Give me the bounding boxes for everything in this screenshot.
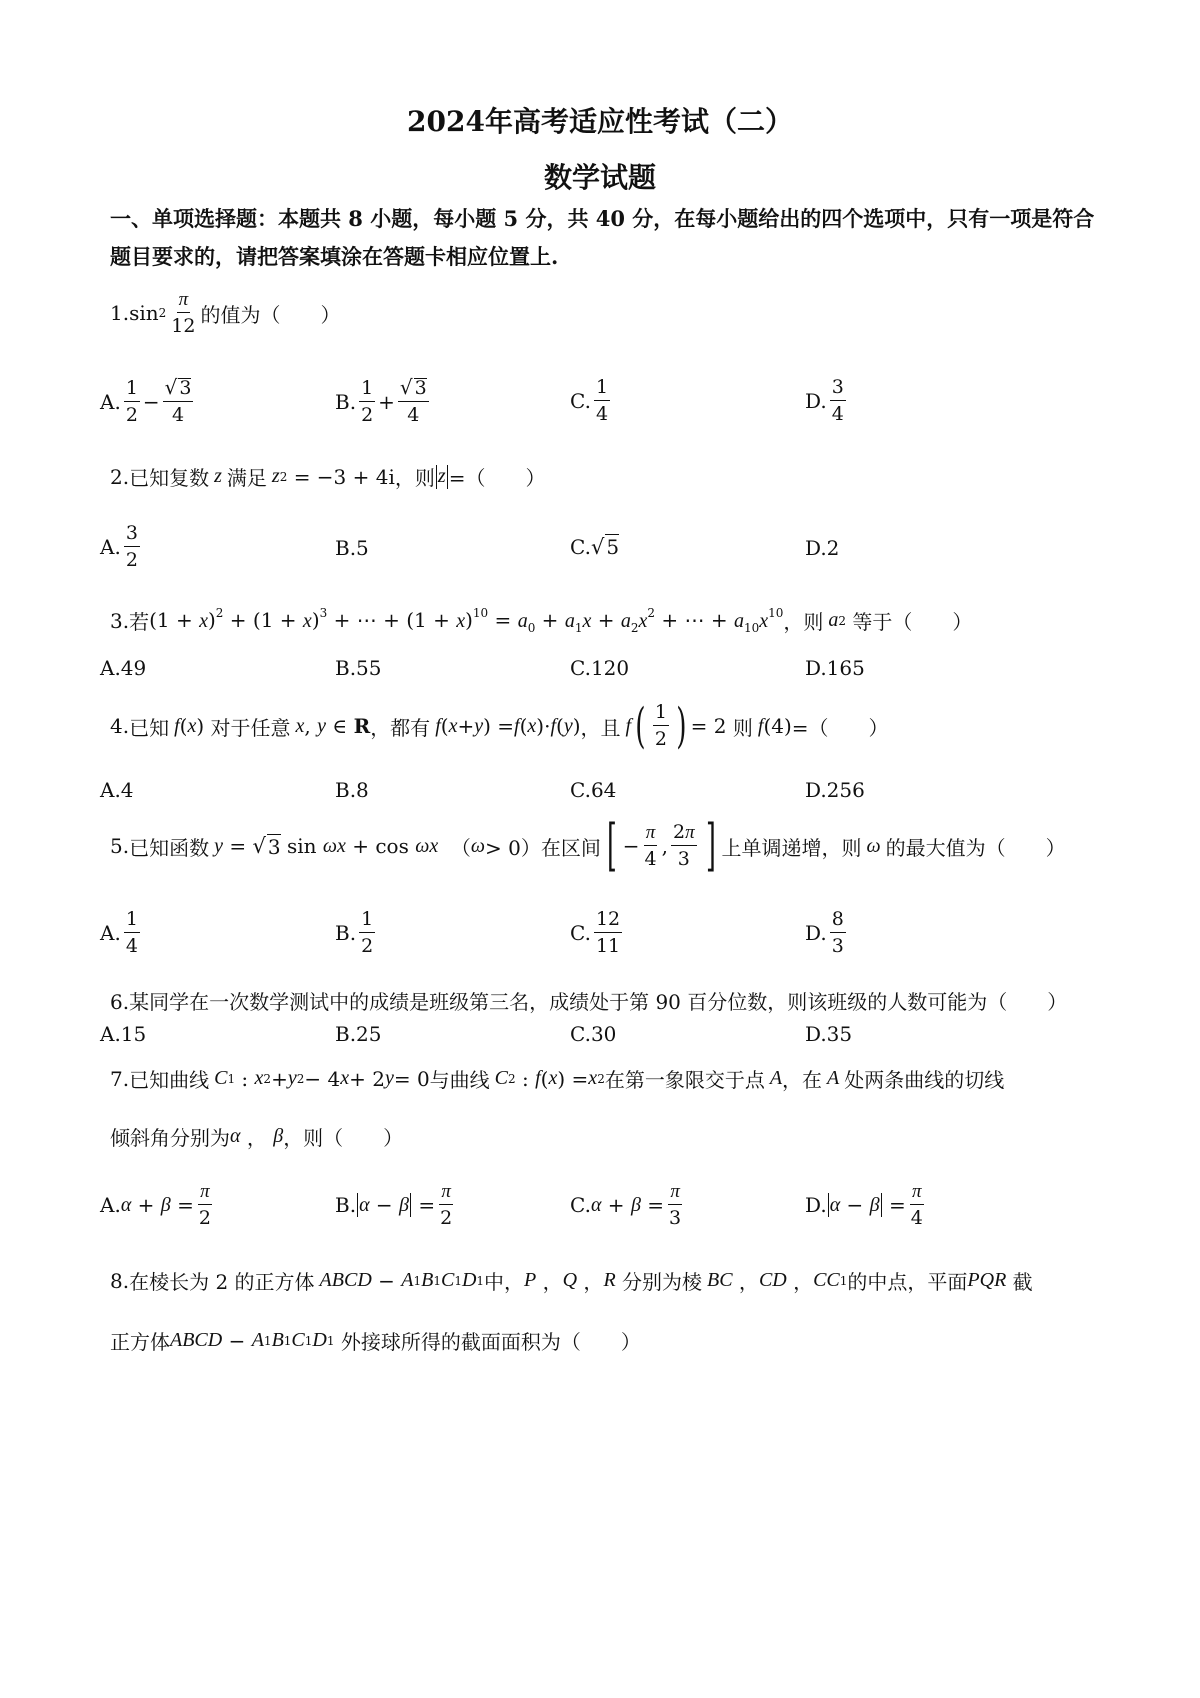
q6-option-c[interactable]: C.30 <box>570 1022 617 1046</box>
question-2: 2. 已知复数 z 满足 z 2 = −3 + 4i ，则 z =（ ） <box>110 464 546 490</box>
q1-option-b[interactable]: B. $\frac{1}{2}$ + $\frac{√ 3}{4}$ <box>335 375 427 426</box>
question-8-line-2: 正方体 ABCD − A 1 B 1 C 1 D 1 外接球所得的截面面积为（ ） <box>110 1328 641 1354</box>
q1-option-d[interactable]: D. $\frac{3}{4}$ <box>805 376 844 425</box>
q5-option-a[interactable]: A. $\frac{1}{4}$ <box>100 908 138 957</box>
q4-option-a[interactable]: A.4 <box>100 778 134 802</box>
q7-option-b[interactable]: B. α − β = $\frac{\pi}{2}$ <box>335 1181 453 1229</box>
question-5: 5. 已知函数 y = √ 3 sin ωx + cos ωx （ ω > 0） 在区间 [ − $\frac{\pi}{4}$ , $\frac{2\pi}{3}$ ] 上单调递增，则 ω 的最大值为（ ） <box>110 813 1066 878</box>
q4-option-c[interactable]: C.64 <box>570 778 617 802</box>
q2-option-d[interactable]: D.2 <box>805 536 840 560</box>
q2-option-c[interactable]: C. √ 5 <box>570 534 620 559</box>
q6-option-a[interactable]: A.15 <box>100 1022 147 1046</box>
q5-option-c[interactable]: C. $\frac{12}{11}$ <box>570 908 621 957</box>
q1-stem: 的值为（ ） <box>200 302 341 327</box>
q5-option-d[interactable]: D. $\frac{8}{3}$ <box>805 908 844 957</box>
q5-option-b[interactable]: B. $\frac{1}{2}$ <box>335 908 374 957</box>
q3-option-b[interactable]: B.55 <box>335 656 382 680</box>
question-6: 6.某同学在一次数学测试中的成绩是班级第三名，成绩处于第 90 百分位数，则该班级的人数可能为（ ） <box>110 990 1068 1014</box>
question-7: 7. 已知曲线 C 1 : x 2 + y 2 − 4 x + 2 y = 0 与曲线 C 2 : f ( x ) = x 2 在第一象限交于点 A ，在 A 处两条曲线的切线 <box>110 1066 1005 1092</box>
q1-option-c[interactable]: C. $\frac{1}{4}$ <box>570 376 609 425</box>
q3-option-a[interactable]: A.49 <box>100 656 147 680</box>
q6-option-d[interactable]: D.35 <box>805 1022 853 1046</box>
q3-option-c[interactable]: C.120 <box>570 656 630 680</box>
question-8: 8. 在棱长为 2 的正方体 ABCD − A 1 B 1 C 1 D 1 中， P ， Q ， R 分别为棱 BC ， CD ， CC 1 的中点，平面 PQR 截 <box>110 1268 1033 1294</box>
question-3: 3. 若 $(1 + x)^2 + (1 + x)^3$ + ⋯ + $(1 + x)^{10} = a_0 + a_1x + a_2x^2$ + ⋯ + $a_{10}x^{10}$ ，则 a 2 等于（ ） <box>110 606 973 635</box>
q2-option-a[interactable]: A. $\frac{3}{2}$ <box>100 522 138 571</box>
q4-option-d[interactable]: D.256 <box>805 778 865 802</box>
q7-option-a[interactable]: A. α + β = $\frac{\pi}{2}$ <box>100 1181 211 1229</box>
q1-option-a[interactable]: A. $\frac{1}{2}$ − $\frac{√ 3}{4}$ <box>100 375 192 426</box>
q2-option-b[interactable]: B.5 <box>335 536 369 560</box>
q7-option-d[interactable]: D. α − β = $\frac{\pi}{4}$ <box>805 1181 923 1229</box>
q4-option-b[interactable]: B.8 <box>335 778 369 802</box>
q3-option-d[interactable]: D.165 <box>805 656 865 680</box>
section-heading: 一、单项选择题：本题共 8 小题，每小题 5 分，共 40 分，在每小题给出的四个选项中，只有一项是符合题目要求的，请把答案填涂在答题卡相应位置上. <box>110 206 1095 269</box>
q7-option-c[interactable]: C. α + β = $\frac{\pi}{3}$ <box>570 1181 682 1229</box>
page-subtitle: 数学试题 <box>543 161 656 194</box>
question-1: 1. sin 2 $\frac{\pi}{12}$ 的值为（ ） <box>110 289 341 337</box>
q6-option-b[interactable]: B.25 <box>335 1022 382 1046</box>
question-7-line-2: 倾斜角分别为 α ， β ，则（ ） <box>110 1125 404 1150</box>
question-4: 4. 已知 f ( x ) 对于任意 x , y ∈ R ，都有 f ( x + y ) = f ( x )· f ( y ) ，且 f ( $\frac{1}{2}$ ) = 2 则 f (4) =（ ） <box>110 698 889 754</box>
page-title: 2024年高考适应性考试（二） <box>407 105 793 138</box>
